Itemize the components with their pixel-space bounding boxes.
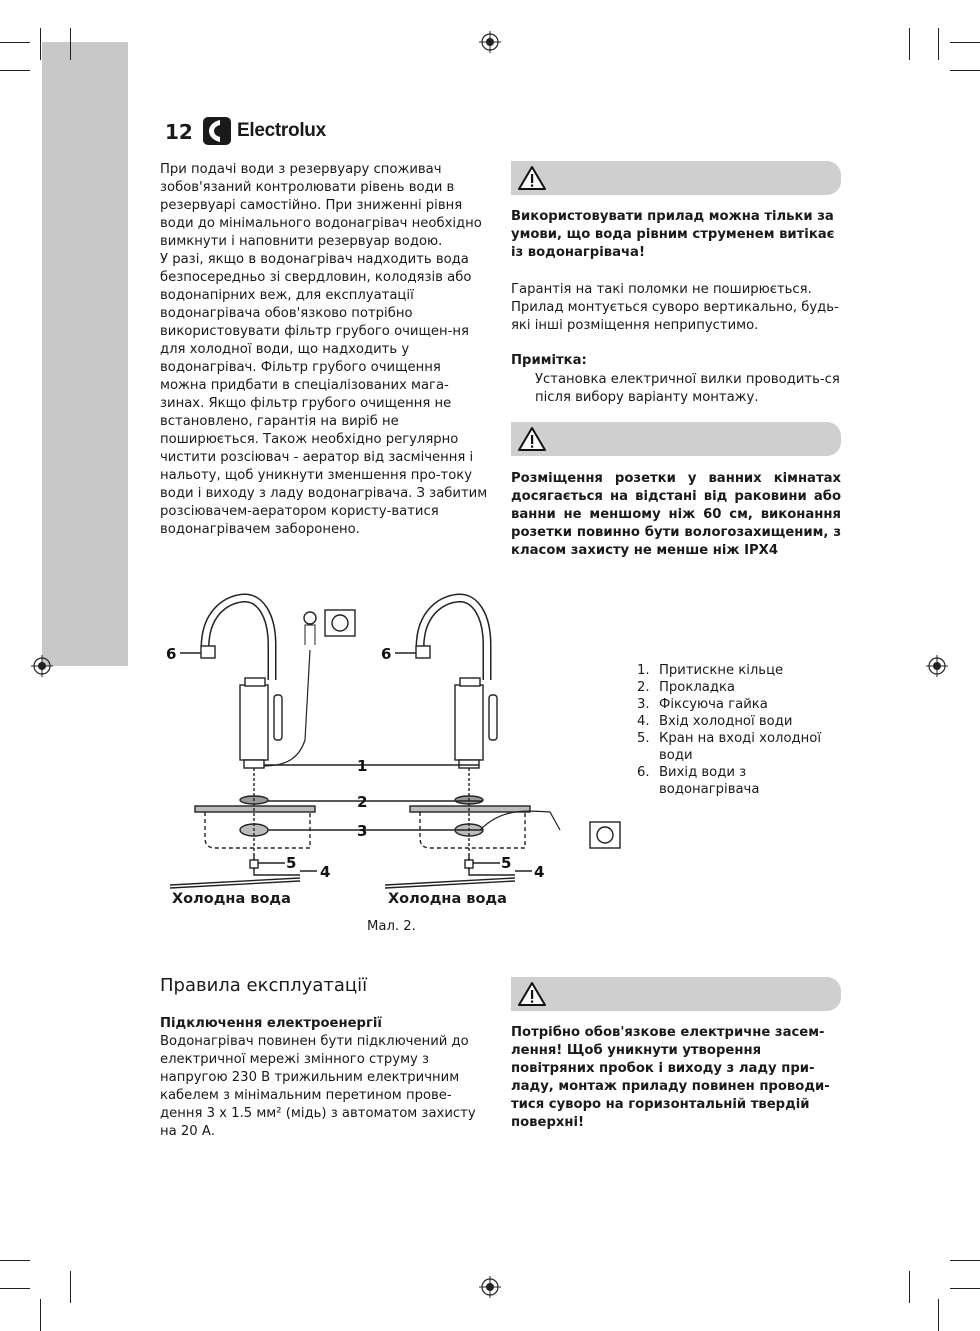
crop-mark [70,28,71,60]
warning-banner [511,161,841,195]
note-text: Установка електричної вилки проводить-ся після вибору варіанту монтажу. [535,372,840,405]
callout-1: 1 [357,757,368,775]
crop-mark [40,28,41,60]
section-title: Правила експлуатації [160,975,368,996]
list-item: 1. Притискне кільце [637,663,784,678]
crop-mark [0,1288,30,1289]
crop-mark [70,1271,71,1303]
callout-4: 4 [320,863,331,881]
warning-text: Використовувати прилад можна тільки за умови, що вода рівним струменем витікає із водонагрівача! [511,209,835,260]
crop-mark [950,70,980,71]
electrolux-logo-icon [203,117,231,145]
section-body: Водонагрівач повинен бути підключений до електричної мережі змінного струму з напругою 230 В трижильним електричним кабелем з мінімальним перетином прове-дення 3 х 1.5 мм² (мідь) з автоматом захисту на 20 А. [160,1034,476,1139]
list-item: 3. Фіксуюча гайка [637,697,768,712]
crop-mark [0,1260,30,1261]
registration-mark-icon [31,655,53,677]
side-tab-band [42,42,128,666]
spout-outlet [201,646,215,658]
registration-mark-icon [479,1276,501,1298]
paragraph: У разі, якщо в водонагрівач надходить вода безпосередньо зі свердловин, колодязів або водонапірних веж, для експлуатації водонагрівача обов'язково потрібно використовувати фільтр грубого очищен-ня для холодної води, що надходить у водонагрівач. Фільтр грубого очищення можна придбати в спеціалізованих мага-зинах. Якщо фільтр грубого очищення не встановлено, гарантія на виріб не поширюється. Також необхідно регулярно чистити розсіювач - аератор від засмічення і нальоту, щоб уникнути зменшення про-току води і виходу з ладу водонагрівача. З забитим розсіювачем-аератором користу-ватися водонагрівачем заборонено. [160,252,488,537]
paragraph: При подачі води з резервуару споживач зобов'язаний контролювати рівень води в резервуарі самостійно. При зниженні рівня води до мінімального водонагрівач необхідно вимкнути і наповнити резервуар водою. [160,162,482,249]
installation-diagram [160,590,630,920]
sink-plate [195,806,315,812]
callout-6: 6 [166,645,177,663]
callout-5: 5 [501,854,512,872]
page-number: 12 [165,120,193,144]
note-title: Примітка: [511,353,587,368]
callout-2: 2 [357,793,368,811]
brand-logo [203,117,326,145]
warning-text: Потрібно обов'язкове електричне засем-лення! Щоб уникнути утворення повітряних пробок і виходу з ладу при-ладу, монтаж приладу повинен проводи-тися суворо на горизонтальній твердій поверхні! [511,1025,830,1130]
crop-mark [909,1271,910,1303]
heater-body [240,685,268,760]
crop-mark [40,1299,41,1331]
left-text-block [160,161,490,539]
crop-mark [938,1299,939,1331]
callout-3: 3 [357,822,368,840]
registration-mark-icon [479,31,501,53]
crop-mark [938,28,939,60]
heater-handle [274,695,282,740]
crop-mark [950,1260,980,1261]
callout-5: 5 [286,854,297,872]
warning-icon [517,425,547,453]
warning-banner [511,422,841,456]
list-item: 2. Прокладка [637,680,735,695]
crop-mark [0,70,30,71]
callout-6: 6 [381,645,392,663]
list-item: 5. Кран на вході холодної води [637,731,821,763]
brand-name: Electrolux [237,120,326,141]
crop-mark [909,28,910,60]
registration-mark-icon [926,655,948,677]
callout-4: 4 [534,863,545,881]
warning-icon [517,164,547,192]
warning-banner [511,977,841,1011]
warning-icon [517,980,547,1008]
section-subtitle: Підключення електроенергії [160,1016,382,1031]
crop-mark [950,42,980,43]
list-item: 6. Вихід води з водонагрівача [637,765,760,797]
figure-caption: Мал. 2. [367,919,416,934]
list-item: 4. Вхід холодної води [637,714,793,729]
crop-mark [950,1288,980,1289]
cold-water-label: Холодна вода [172,891,291,907]
figure-legend [637,662,842,798]
power-socket [325,610,355,636]
warning-text: Розміщення розетки у ванних кімнатах досягається на відстані від раковини або ванни не меншому ніж 60 см, виконання розетки повинно бути вологозахищеним, з класом захисту не менше ніж IPX4 [511,471,841,558]
crop-mark [0,42,30,43]
warranty-text: Гарантія на такі поломки не поширюється. Прилад монтується суворо вертикально, будь-які інші розміщення неприпустимо. [511,282,839,333]
cold-water-label: Холодна вода [388,891,507,907]
